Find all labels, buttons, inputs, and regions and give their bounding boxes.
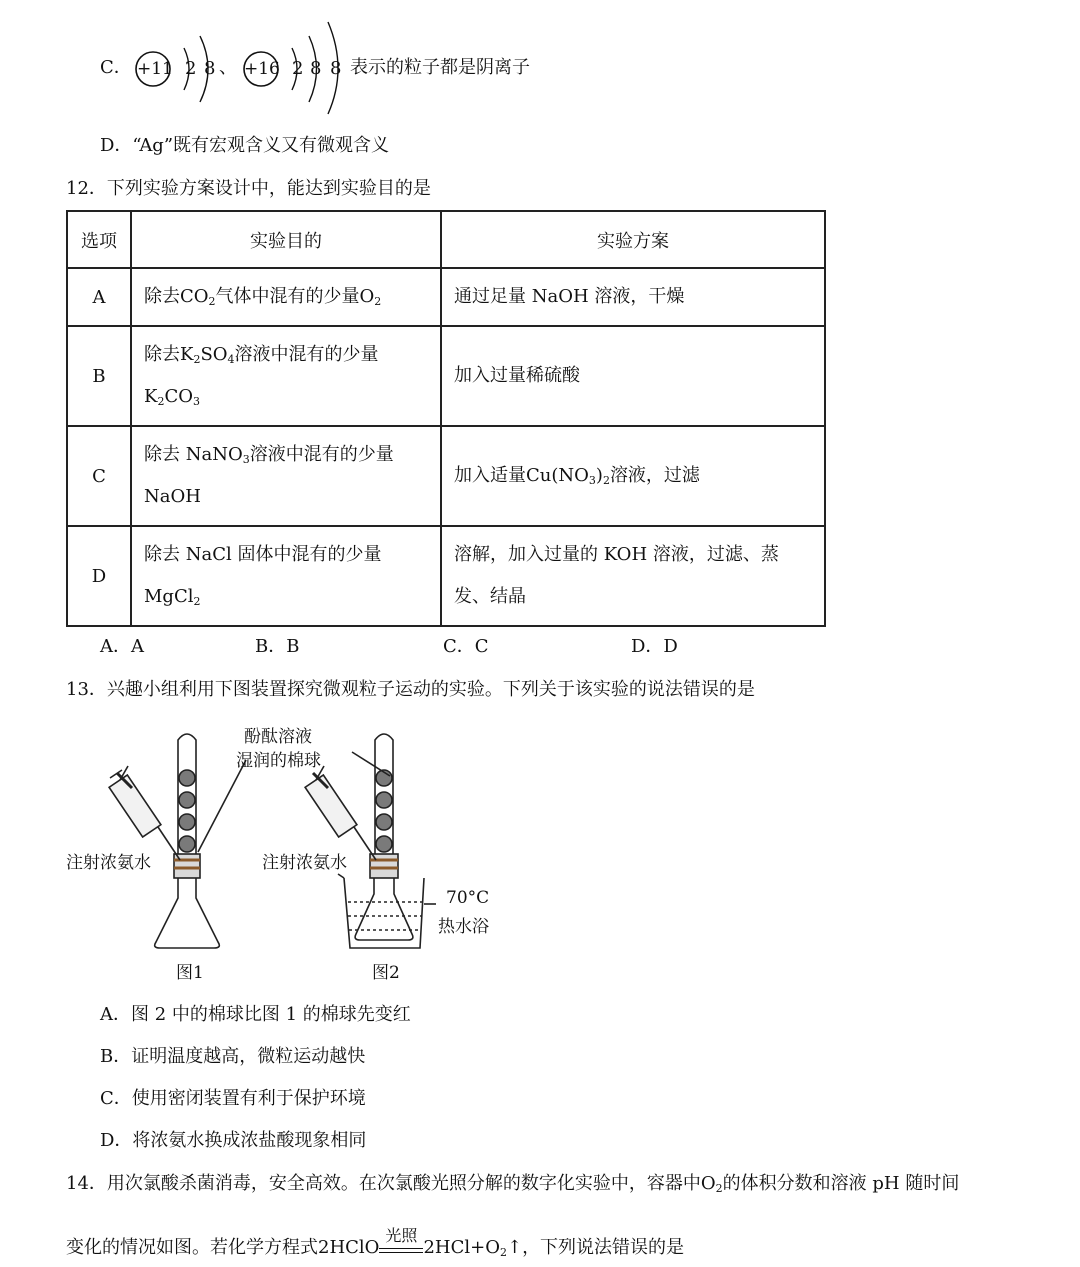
atom-2-shell-3: 8 — [330, 58, 342, 79]
atom-2-shell-2: 8 — [310, 58, 322, 79]
table-row — [67, 526, 825, 626]
label-inject-ammonia-2: 注射浓氨水 — [262, 853, 347, 873]
row-option: D — [67, 526, 131, 626]
row-purpose: 除去$CO_2$气体中混有的少量$O_2$ — [131, 268, 441, 326]
header-purpose: 实验目的 — [131, 211, 441, 268]
q14-line-2: 变化的情况如图。若化学方程式2HClO 光照 $2HCl+O_2↑$，下列说法错误的是 — [66, 1226, 685, 1259]
q13-stem: 13．兴趣小组利用下图装置探究微观粒子运动的实验。下列关于该实验的说法错误的是 — [66, 679, 755, 700]
label-hot-water-bath: 热水浴 — [438, 917, 489, 937]
atom-separator: 、 — [219, 57, 237, 78]
atom-1-nucleus: +11 — [137, 59, 173, 79]
row-purpose: 除去 NaCl 固体中混有的少量 MgCl$_2$ — [131, 526, 441, 626]
row-plan: 溶解，加入过量的 KOH 溶液，过滤、蒸 发、结晶 — [441, 526, 825, 626]
q11-option-c-label: C． — [100, 57, 132, 78]
atom-2-shell-1: 2 — [292, 58, 304, 79]
q11-option-d: D．“Ag”既有宏观含义又有微观含义 — [100, 135, 390, 156]
reaction-condition: 光照 — [379, 1246, 423, 1253]
q13-option-b: B．证明温度越高，微粒运动越快 — [100, 1046, 366, 1067]
q14-line-1: 14．用次氯酸杀菌消毒，安全高效。在次氯酸光照分解的数字化实验中，容器中$O_2$的体积分数和溶液 pH 随时间 — [66, 1173, 960, 1195]
q13-option-a: A．图 2 中的棉球比图 1 的棉球先变红 — [100, 1004, 411, 1025]
figure-1-apparatus — [109, 734, 219, 948]
row-purpose: 除去$K_2SO_4$溶液中混有的少量 $K_2CO_3$ — [131, 326, 441, 426]
equation-reactant: 2HClO — [318, 1237, 380, 1258]
equation-products: 2HCl+O — [423, 1237, 500, 1258]
atom-1-shell-2: 8 — [204, 58, 216, 79]
q12-table — [66, 210, 826, 627]
q12-stem: 12．下列实验方案设计中，能达到实验目的是 — [66, 178, 431, 199]
row-plan: 加入过量稀硫酸 — [441, 326, 825, 426]
gas-arrow: ↑ — [506, 1237, 523, 1258]
figure-2-caption: 图2 — [372, 963, 400, 983]
row-plan: 加入适量$Cu(NO_3)_2$溶液，过滤 — [441, 426, 825, 526]
figure-1-caption: 图1 — [176, 963, 204, 983]
table-header-row — [67, 211, 825, 268]
label-wet-cotton: 湿润的棉球 — [236, 751, 321, 771]
atom-2-nucleus: +16 — [244, 59, 280, 79]
q13-option-d: D．将浓氨水换成浓盐酸现象相同 — [100, 1130, 367, 1151]
label-inject-ammonia-1: 注射浓氨水 — [66, 853, 151, 873]
row-option: B — [67, 326, 131, 426]
header-plan: 实验方案 — [441, 211, 825, 268]
label-temperature: 70°C — [446, 888, 490, 908]
q12-choice-a: A．A — [100, 636, 144, 657]
q12-choice-c: C．C — [443, 636, 489, 657]
table-row — [67, 326, 825, 426]
header-option: 选项 — [67, 211, 131, 268]
row-option: C — [67, 426, 131, 526]
q11-option-c-text: 表示的粒子都是阴离子 — [350, 57, 530, 78]
row-purpose: 除去 NaNO$_3$溶液中混有的少量 NaOH — [131, 426, 441, 526]
table-row — [67, 268, 825, 326]
label-phenolphthalein: 酚酞溶液 — [244, 727, 312, 747]
row-plan: 通过足量 NaOH 溶液，干燥 — [441, 268, 825, 326]
q12-choice-d: D．D — [631, 636, 678, 657]
atom-1-shell-1: 2 — [185, 58, 197, 79]
row-option: A — [67, 268, 131, 326]
q13-option-c: C．使用密闭装置有利于保护环境 — [100, 1088, 366, 1109]
q12-choice-b: B．B — [255, 636, 300, 657]
table-row — [67, 426, 825, 526]
